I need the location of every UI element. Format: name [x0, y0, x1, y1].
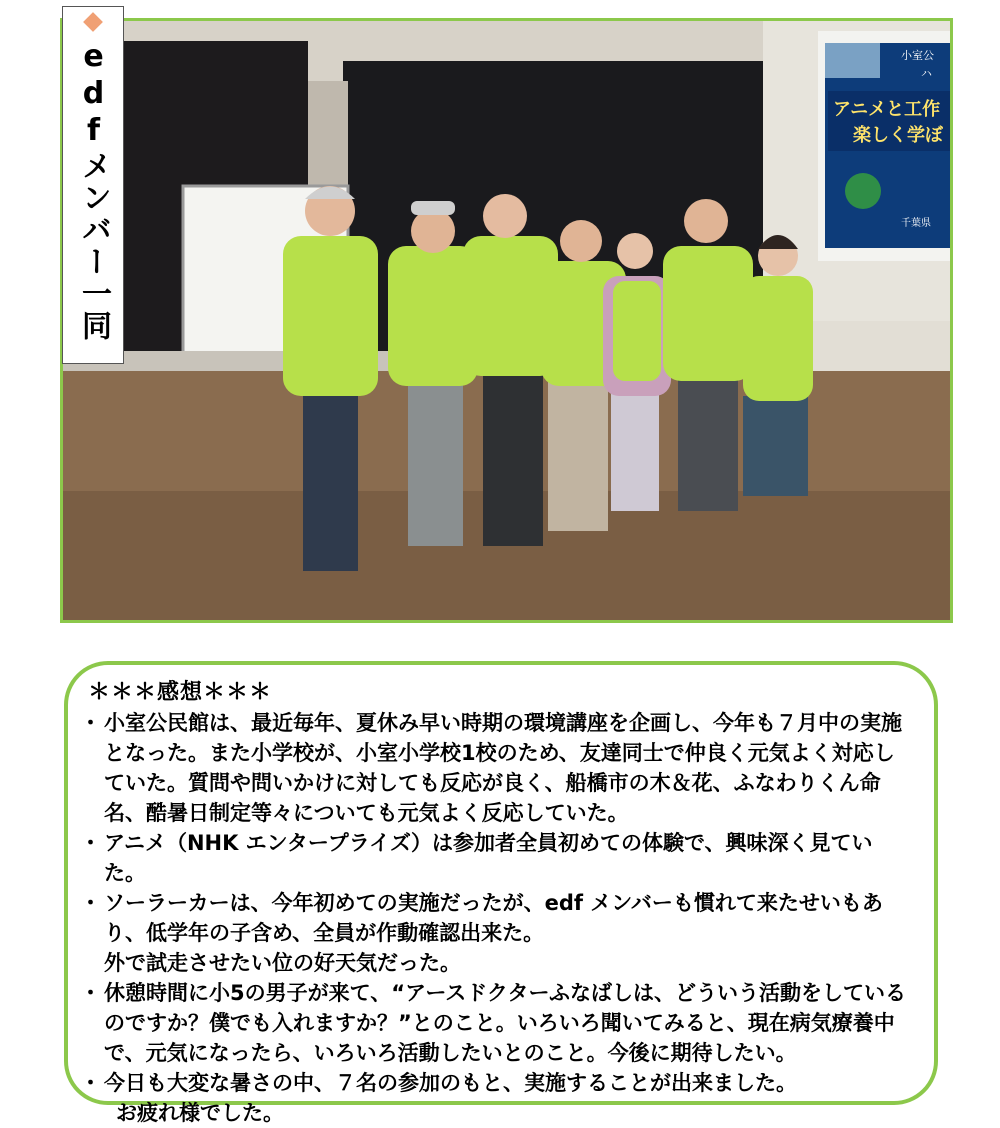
member-label: edfメンバー一同	[76, 39, 111, 342]
diamond-icon	[83, 12, 103, 32]
comment-item	[84, 888, 910, 978]
comment-text: ソーラーカーは、今年初めての実施だったが、edf メンバーも慣れて来たせいもあり、低学年の子含め、全員が作動確認出来た。	[104, 891, 883, 945]
screen-text-3: アニメと工作	[833, 99, 941, 120]
comment-text: アニメ（NHK エンタープライズ）は参加者全員初めての体験で、興味深く見ていた。	[104, 831, 873, 885]
comment-text: 休憩時間に小5の男子が来て、“アースドクターふなばしは、どういう活動をしているのですか？僕でも入れますか？”とのこと。いろいろ聞いてみると、現在病気療養中で、元気になったら、いろいろ活動したいとのこと。今後に期待したい。	[104, 981, 907, 1065]
screen-text-4: 楽しく学ぼ	[853, 125, 943, 146]
screen-text-5: 千葉県	[901, 218, 931, 229]
comments-list	[84, 708, 910, 1128]
photo-illustration	[63, 21, 950, 620]
comment-extra: お疲れ様でした。	[116, 1101, 284, 1125]
group-photo	[60, 18, 953, 623]
comment-item	[84, 1068, 910, 1128]
comments-box	[64, 661, 938, 1125]
screen-text-2: ハ	[921, 67, 932, 80]
comments-title: ＊＊＊感想＊＊＊	[88, 680, 273, 705]
comment-item	[84, 978, 910, 1068]
screen-text-1: 小室公	[901, 49, 934, 62]
comment-item	[84, 828, 910, 888]
comment-text: 今日も大変な暑さの中、７名の参加のもと、実施することが出来ました。	[104, 1071, 797, 1095]
member-label-box	[62, 6, 124, 364]
comment-extra: 外で試走させたい位の好天気だった。	[104, 951, 461, 975]
comment-text: 小室公民館は、最近毎年、夏休み早い時期の環境講座を企画し、今年も７月中の実施となった。また小学校が、小室小学校1校のため、友達同士で仲良く元気よく対応していた。質問や問いかけに対しても反応が良く、船橋市の木＆花、ふなわりくん命名、酷暑日制定等々についても元気よく反応していた。	[104, 711, 902, 825]
comment-item	[84, 708, 910, 828]
